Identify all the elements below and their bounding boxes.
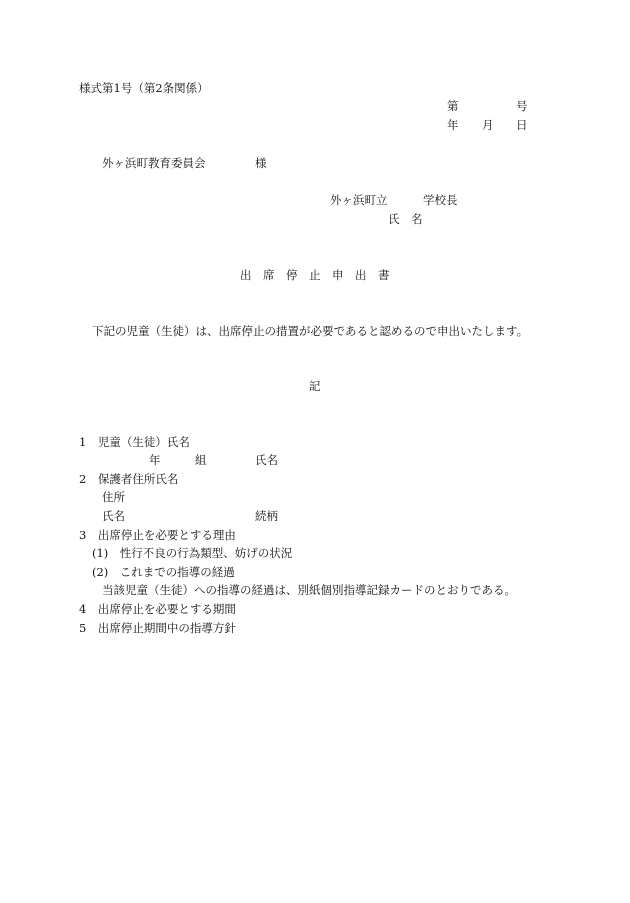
item5-label: 5 出席停止期間中の指導方針 [79, 621, 236, 635]
sender-school-suffix: 学校長 [423, 193, 458, 207]
body-text: 下記の児童（生徒）は、出席停止の措置が必要であると認めるので申出いたします。 [92, 324, 529, 338]
item3-sub2-text: 当該児童（生徒）への指導の経過は、別紙個別指導記録カードのとおりである。 [102, 583, 516, 597]
date-month-label: 月 [482, 118, 494, 132]
sender-school-prefix: 外ヶ浜町立 [330, 193, 388, 207]
item2-relation-label: 続柄 [255, 509, 278, 523]
item2-name-label: 氏名 [102, 509, 125, 523]
item4-label: 4 出席停止を必要とする期間 [79, 602, 236, 616]
ki-label: 記 [309, 379, 321, 393]
item1-label: 1 児童（生徒）氏名 [79, 435, 190, 449]
addressee-name: 外ヶ浜町教育委員会 [102, 156, 206, 170]
item1-year-label: 年 [149, 453, 161, 467]
item2-address-label: 住所 [102, 490, 125, 504]
date-day-label: 日 [516, 118, 528, 132]
item1-class-label: 組 [195, 453, 207, 467]
date-year-label: 年 [447, 118, 459, 132]
item3-sub1: (1) 性行不良の行為類型、妨げの状況 [92, 546, 293, 560]
form-label: 様式第1号（第2条関係） [79, 81, 209, 95]
item3-sub2: (2) これまでの指導の経過 [92, 565, 235, 579]
item3-label: 3 出席停止を必要とする理由 [79, 528, 236, 542]
sender-name-label: 氏 名 [388, 212, 423, 226]
item2-label: 2 保護者住所氏名 [79, 472, 179, 486]
addressee-honorific: 様 [255, 156, 267, 170]
item1-name-label: 氏名 [255, 453, 278, 467]
document-title: 出 席 停 止 申 出 書 [240, 268, 390, 282]
number-label-dai: 第 [447, 99, 459, 113]
number-label-go: 号 [516, 99, 528, 113]
